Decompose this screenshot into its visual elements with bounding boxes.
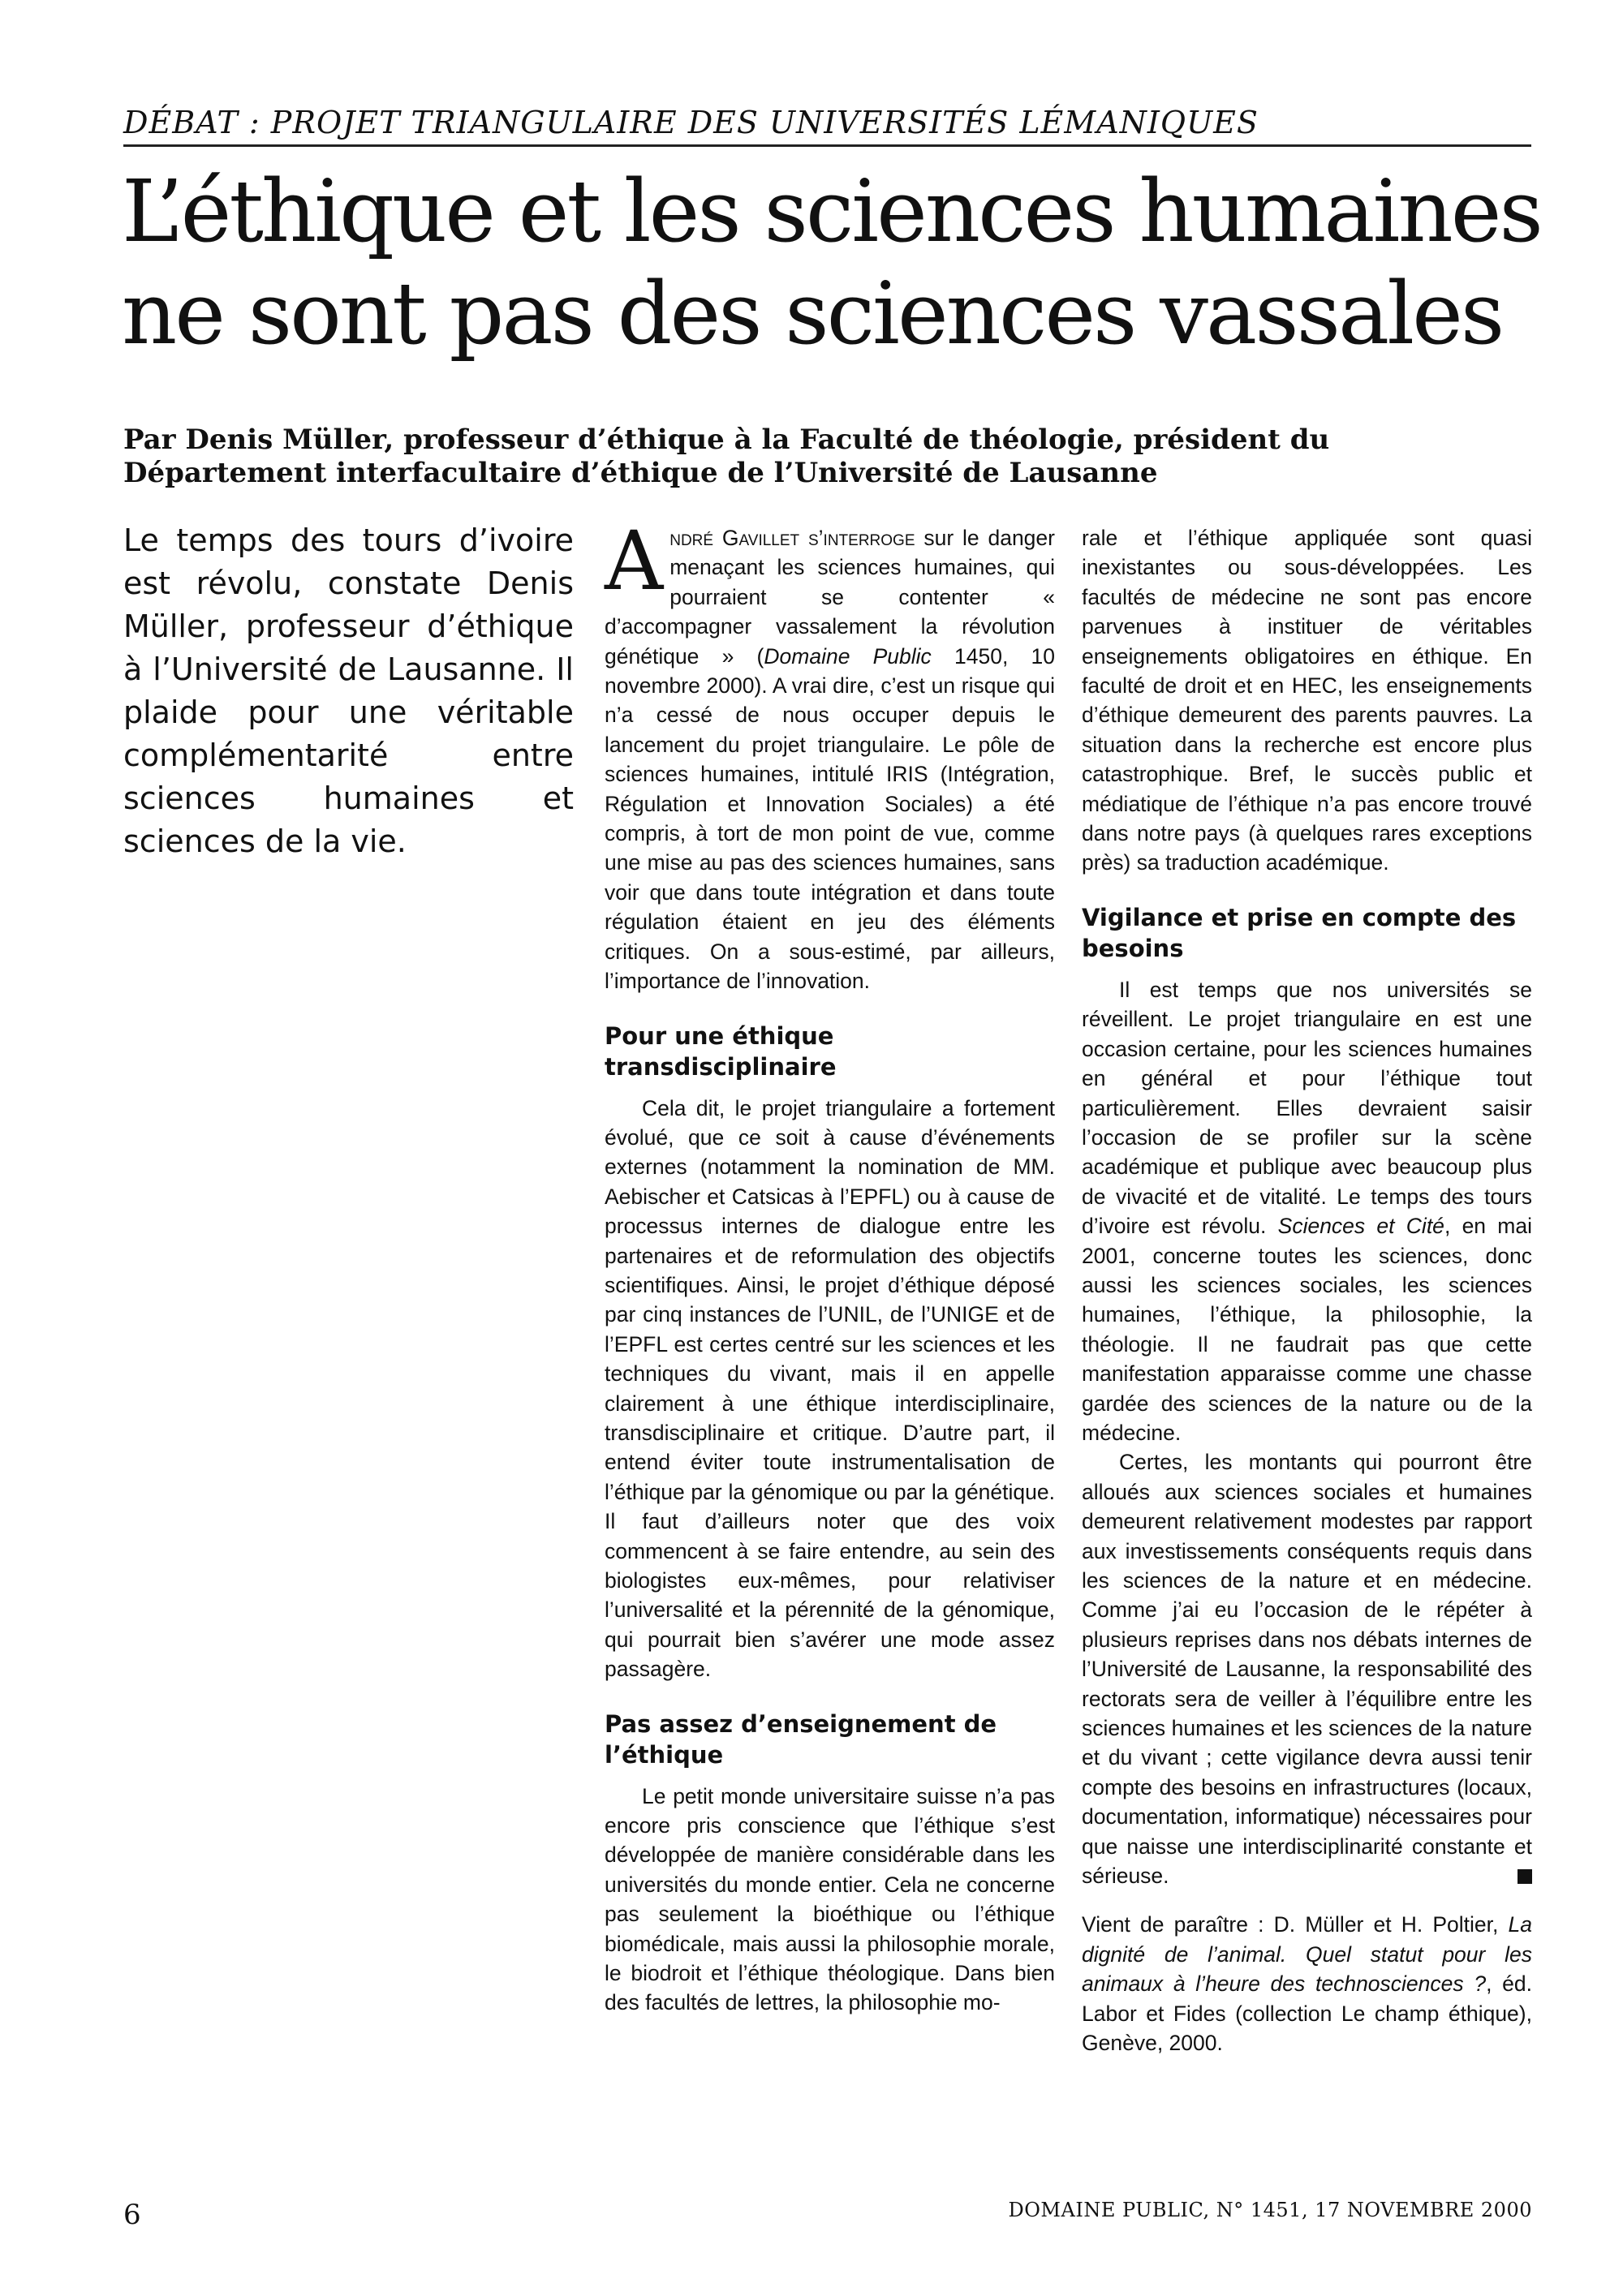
paragraph: [1082, 1447, 1532, 1890]
paragraph: [605, 514, 1055, 996]
subheading: Pas assez d’enseignement de l’éthique: [605, 1709, 997, 1769]
text-column-1: [605, 514, 1055, 2018]
event-name: Sciences et Cité: [1277, 1214, 1444, 1239]
paragraph-text: 1450, 10 novembre 2000). A vrai dire, c’est un risque qui n’a cessé de nous occuper depuis le lancement du projet triangulaire. Le pôle de sciences humaines, intitulé IRIS (Intégration, Régulation et Innovation Sociales) a été compris, à tort de mon point de vue, comme une mise au pas des sciences humaines, sans voir que dans toute intégration et dans toute régulation étaient en jeu des éléments critiques. On a sous-estimé, par ailleurs, l’importance de l’innovation.: [605, 643, 1055, 994]
small-caps-opening: ndré Gavillet s’interroge: [669, 526, 915, 550]
subheading: Vigilance et prise en compte des besoins: [1082, 903, 1517, 962]
paragraph: [1082, 975, 1532, 1448]
title-line-1: L’éthique et les sciences humaines: [122, 161, 1541, 261]
paragraph: rale et l’éthique appliquée sont quasi inexistantes ou sous-développées. Les facultés de médecine ne sont pas encore parvenues à instituer de véritables enseignements obligatoires en éthique. En faculté de droit et en HEC, les enseignements d’éthique demeurent des parents pauvres. La situation dans la recherche est encore plus catastrophique. Bref, le succès public et médiatique de l’éthique n’a pas encore trouvé dans notre pays (à quelques rares exceptions près) sa traduction académique.: [1082, 526, 1532, 875]
issue-info: DOMAINE PUBLIC, N° 1451, 17 NOVEMBRE 2000: [1008, 2199, 1532, 2221]
paragraph: Cela dit, le projet triangulaire a fortement évolué, que ce soit à cause d’événements externes (notamment la nomination de MM. Aebischer et Catsicas à l’EPFL) ou à cause de processus internes de dialogue entre les partenaires et de reformulation des objectifs scientifiques. Ainsi, le projet d’éthique déposé par cinq instances de l’UNIL, de l’UNIGE et de l’EPFL est certes centré sur les sciences et les techniques du vivant, mais il en appelle clairement à une éthique interdisciplinaire, transdisciplinaire et critique. D’autre part, il entend éviter toute instrumentalisation de l’éthique par la génomique ou par la génétique. Il faut d’ailleurs noter que des voix commencent à se faire entendre, au sein des biologistes eux-mêmes, pour relativiser l’universalité et la pérennité de la génomique, qui pourrait bien s’avérer une mode assez passagère.: [605, 1095, 1055, 1682]
title-line-2: ne sont pas des sciences vassales: [122, 264, 1503, 363]
note-text: , éd. Labor et Fides (collection Le champ éthique), Genève, 2000.: [1082, 1971, 1532, 2056]
publication-reference: Domaine Public: [764, 643, 932, 669]
note-text: Vient de paraître : D. Müller et H. Poltier,: [1082, 1912, 1509, 1937]
drop-cap: A: [605, 514, 664, 608]
book-note: [1082, 1910, 1532, 2057]
subheading: Pour une éthique transdisciplinaire: [605, 1021, 837, 1081]
end-of-article-mark: [1518, 1869, 1532, 1884]
section-kicker: DÉBAT : PROJET TRIANGULAIRE DES UNIVERSITÉS LÉMANIQUES: [123, 102, 1531, 147]
lead-paragraph: Le temps des tours d’ivoire est révolu, constate Denis Müller, professeur d’éthique à l’Université de Lausanne. Il plaide pour une véritable complémentarité entre sciences humaines et sciences de la vie.: [123, 522, 574, 859]
article-title: [122, 161, 1550, 365]
text-column-2: [1082, 523, 1532, 2058]
book-title: La dignité de l’animal. Quel statut pour les animaux à l’heure des technosciences ?: [1082, 1912, 1532, 1997]
paragraph: Le petit monde universitaire suisse n’a pas encore pris conscience que l’éthique s’est développée de manière considérable dans les universités du monde entier. Cela ne concerne pas seulement la bioéthique ou l’éthique biomédicale, mais aussi la philosophie morale, le biodroit et l’éthique théologique. Dans bien des facultés de lettres, la philosophie mo-: [605, 1783, 1055, 2015]
paragraph-text: Certes, les montants qui pourront être alloués aux sciences sociales et humaines demeurent relativement modestes par rapport aux investissements conséquents requis dans les sciences de la nature et en médecine. Comme j’ai eu l’occasion de le répéter à plusieurs reprises dans nos débats internes de l’Université de Lausanne, la responsabilité des rectorats sera de veiller à l’équilibre entre les sciences humaines et les sciences de la nature et du vivant ; cette vigilance devra aussi tenir compte des besoins en infrastructures (locaux, documentation, informatique) nécessaires pour que naisse une interdisciplinarité constante et sérieuse.: [1082, 1450, 1532, 1889]
paragraph-text: Il est temps que nos universités se réveillent. Le projet triangulaire en est une occasion certaine, pour les sciences humaines en général et pour l’éthique tout particulièrement. Elles devraient saisir l’occasion de se profiler sur la scène académique et publique avec beaucoup plus de vivacité et de vitalité. Le temps des tours d’ivoire est révolu.: [1082, 977, 1532, 1239]
page-number: 6: [123, 2199, 141, 2231]
paragraph-text: sur le danger menaçant les sciences humaines, qui pourraient se contenter « d’accompagner vassalement la révolution génétique » (: [605, 526, 1055, 669]
author-byline: Par Denis Müller, professeur d’éthique à la Faculté de théologie, président du Département interfacultaire d’éthique de l’Université de Lausanne: [123, 424, 1330, 489]
paragraph-text: , en mai 2001, concerne toutes les sciences, donc aussi les sciences sociales, les sciences humaines, l’éthique, la philosophie, la théologie. Il ne faudrait pas que cette manifestation apparaisse comme une chasse gardée des sciences de la nature ou de la médecine.: [1082, 1214, 1533, 1445]
